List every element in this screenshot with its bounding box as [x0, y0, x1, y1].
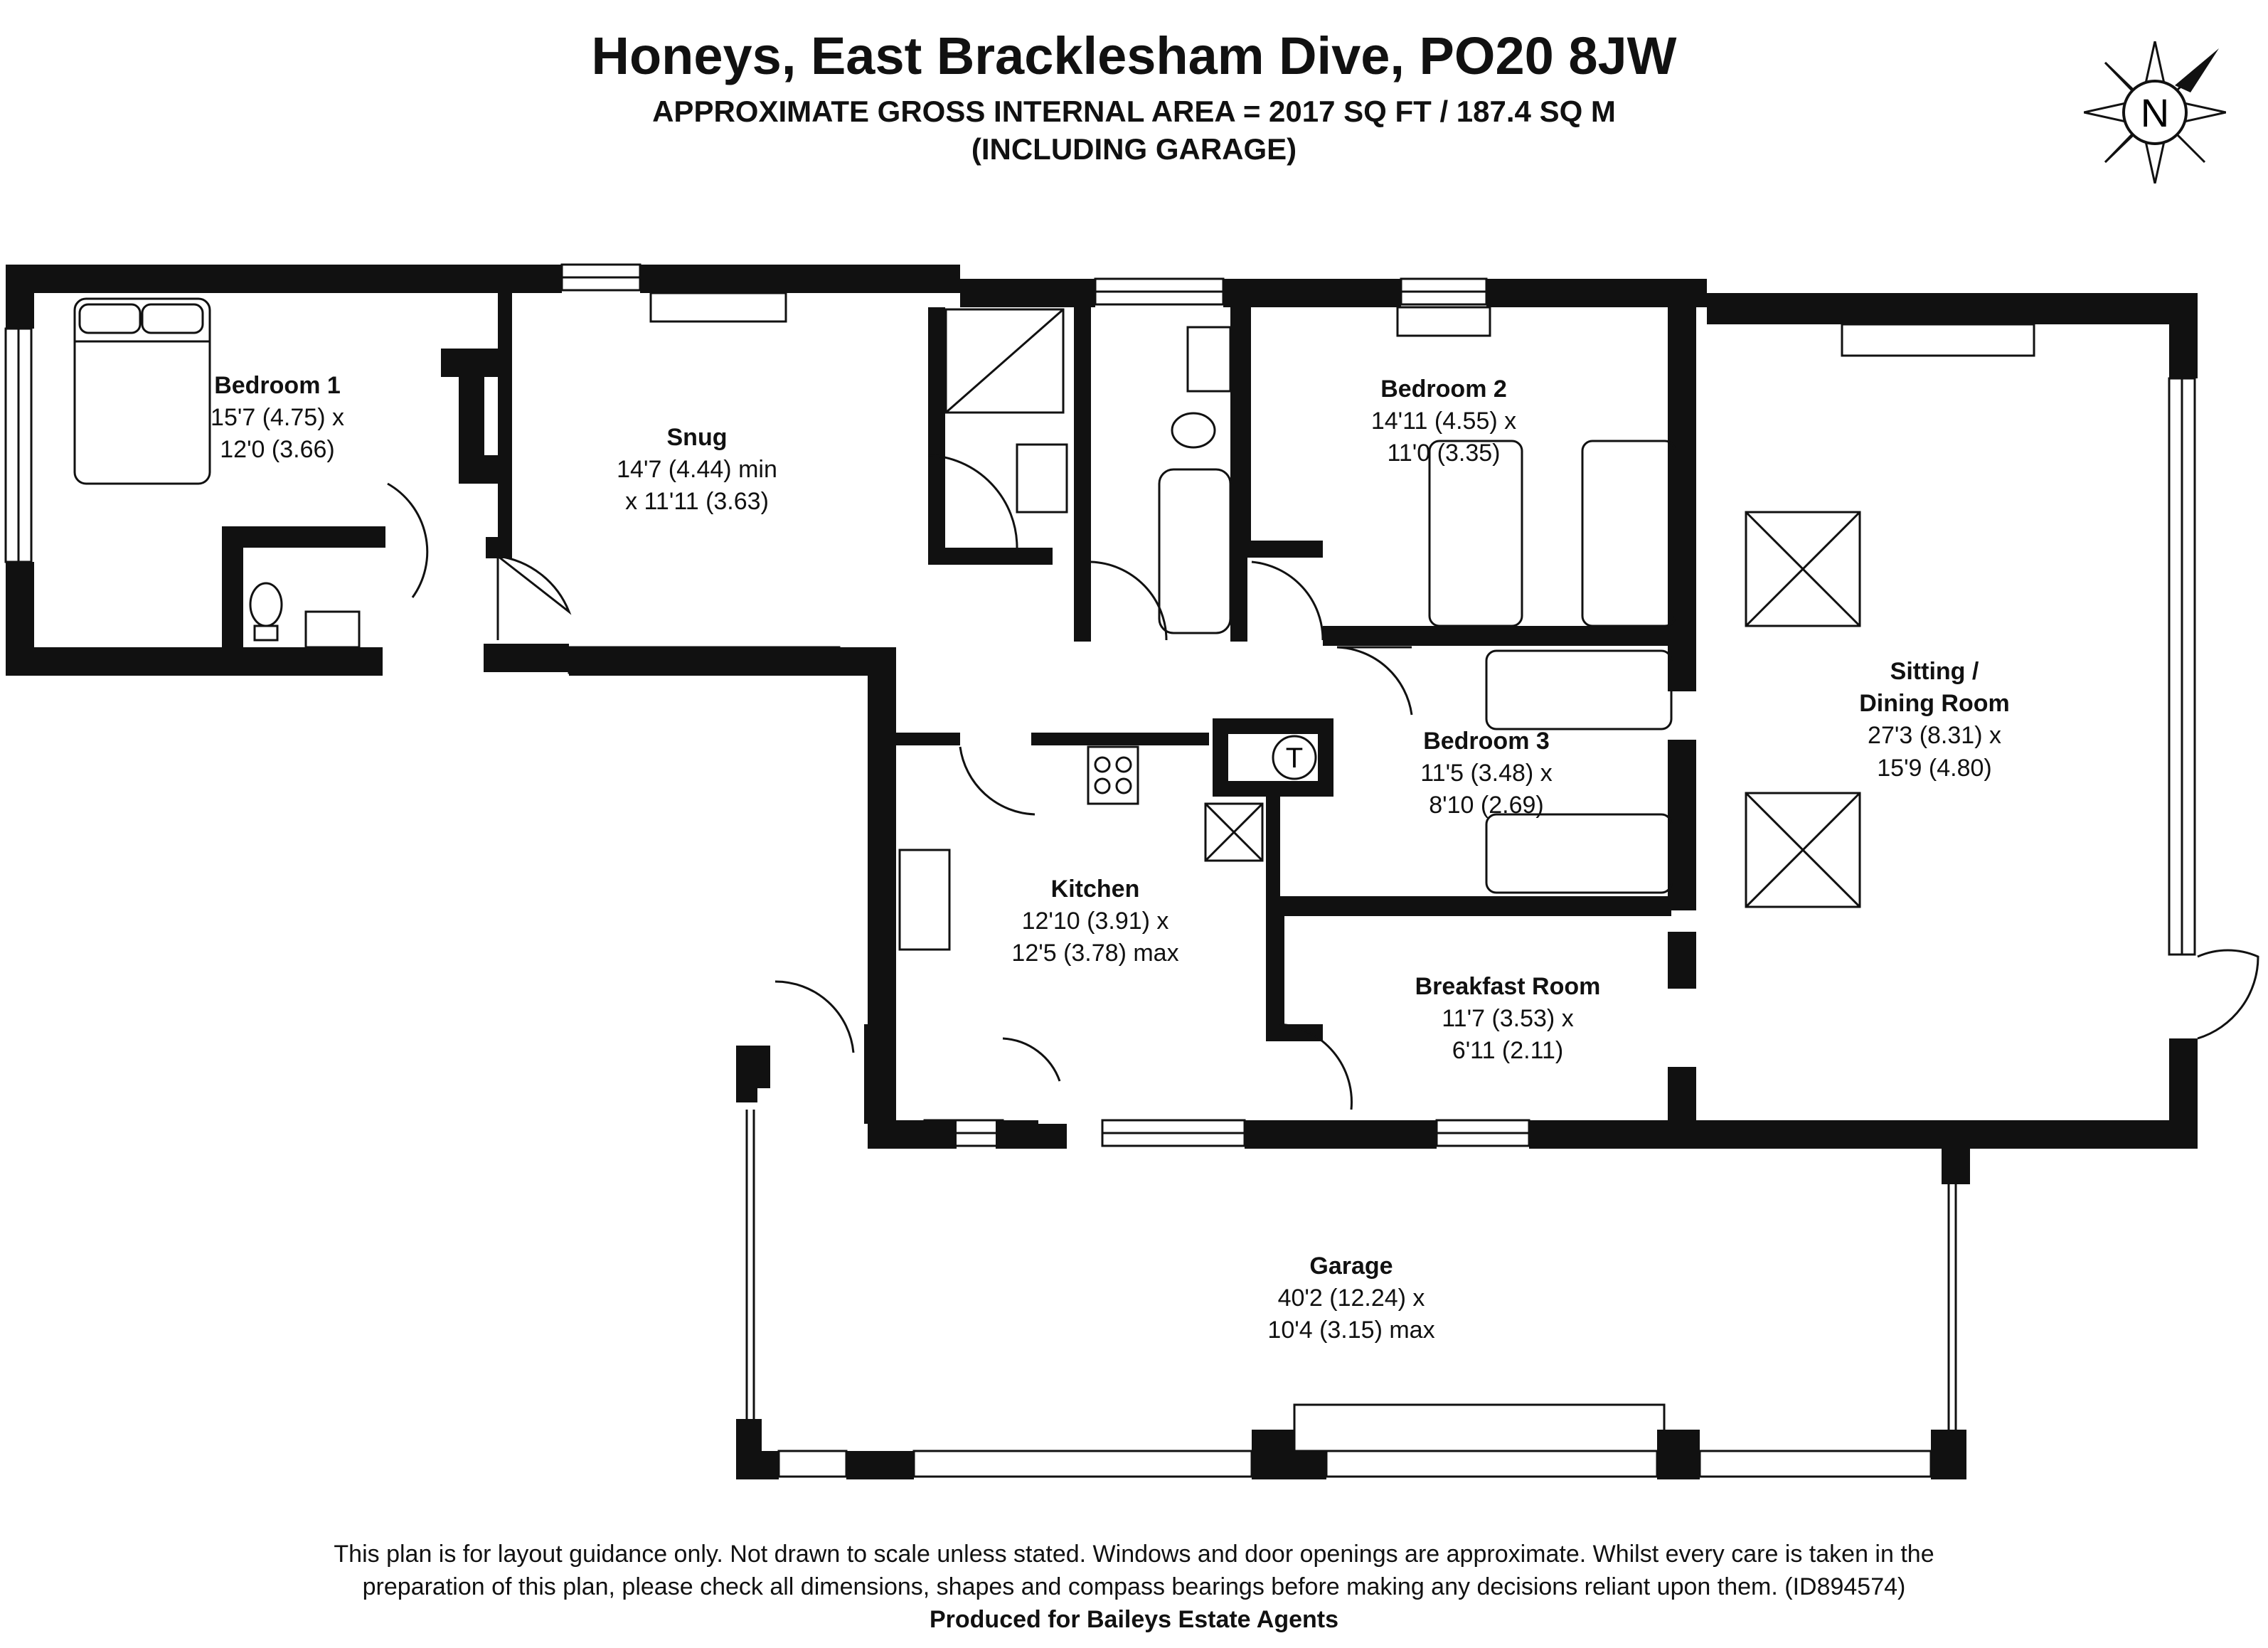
- room-name: Sitting /: [1890, 658, 1979, 685]
- room-kitchen: [981, 873, 1209, 970]
- area-note: (INCLUDING GARAGE): [971, 132, 1297, 166]
- room-dimension: 11'0 (3.35): [1387, 440, 1501, 467]
- compass-north-label: N: [2140, 90, 2170, 135]
- room-name: Snug: [666, 424, 728, 451]
- room-breakfast: [1373, 971, 1643, 1068]
- room-name: Garage: [1309, 1253, 1393, 1280]
- room-name: Breakfast Room: [1415, 973, 1601, 1000]
- room-dimension: 40'2 (12.24) x: [1277, 1285, 1425, 1312]
- room-name: Bedroom 1: [214, 372, 341, 399]
- disclaimer-line-2: preparation of this plan, please check all dimensions, shapes and compass bearings before making any decisions reliant upon them. (ID894574): [362, 1573, 1906, 1600]
- room-dimension: 10'4 (3.15) max: [1267, 1317, 1435, 1344]
- room-dimension: 15'9 (4.80): [1877, 754, 1992, 782]
- room-dimension: 11'7 (3.53) x: [1442, 1005, 1574, 1033]
- room-name: Bedroom 2: [1380, 376, 1507, 403]
- disclaimer-line-1: This plan is for layout guidance only. Not drawn to scale unless stated. Windows and door openings are approximate. Whilst every care is taken in the: [334, 1541, 1934, 1568]
- room-name-line2: Dining Room: [1859, 690, 2010, 718]
- tank-label: T: [1285, 743, 1304, 774]
- room-dimension: 8'10 (2.69): [1429, 792, 1544, 819]
- gross-internal-area: APPROXIMATE GROSS INTERNAL AREA = 2017 SQ FT / 187.4 SQ M: [652, 95, 1616, 129]
- room-dimension: 15'7 (4.75) x: [211, 404, 344, 432]
- room-sitting-dining: [1821, 656, 2048, 785]
- room-snug: [590, 422, 804, 519]
- room-dimension: 12'10 (3.91) x: [1021, 908, 1169, 935]
- room-dimension: 27'3 (8.31) x: [1868, 722, 2001, 750]
- disclaimer: [0, 1538, 2268, 1637]
- room-dimension: 14'7 (4.44) min: [617, 456, 777, 484]
- room-dimension: 12'0 (3.66): [220, 436, 335, 464]
- room-bedroom-2: [1337, 373, 1550, 470]
- room-name: Kitchen: [1050, 876, 1140, 903]
- property-title: Honeys, East Bracklesham Dive, PO20 8JW: [591, 26, 1677, 85]
- room-bedroom-1: [178, 370, 377, 467]
- room-name: Bedroom 3: [1423, 728, 1550, 755]
- room-bedroom-3: [1380, 725, 1593, 822]
- room-dimension: 11'5 (3.48) x: [1420, 760, 1553, 787]
- room-garage: [1237, 1250, 1465, 1347]
- room-dimension: 6'11 (2.11): [1452, 1037, 1564, 1065]
- producer-credit: Produced for Baileys Estate Agents: [929, 1605, 1338, 1633]
- room-dimension: 12'5 (3.78) max: [1011, 940, 1179, 967]
- room-dimension: 14'11 (4.55) x: [1370, 408, 1517, 435]
- room-dimension: x 11'11 (3.63): [625, 488, 769, 516]
